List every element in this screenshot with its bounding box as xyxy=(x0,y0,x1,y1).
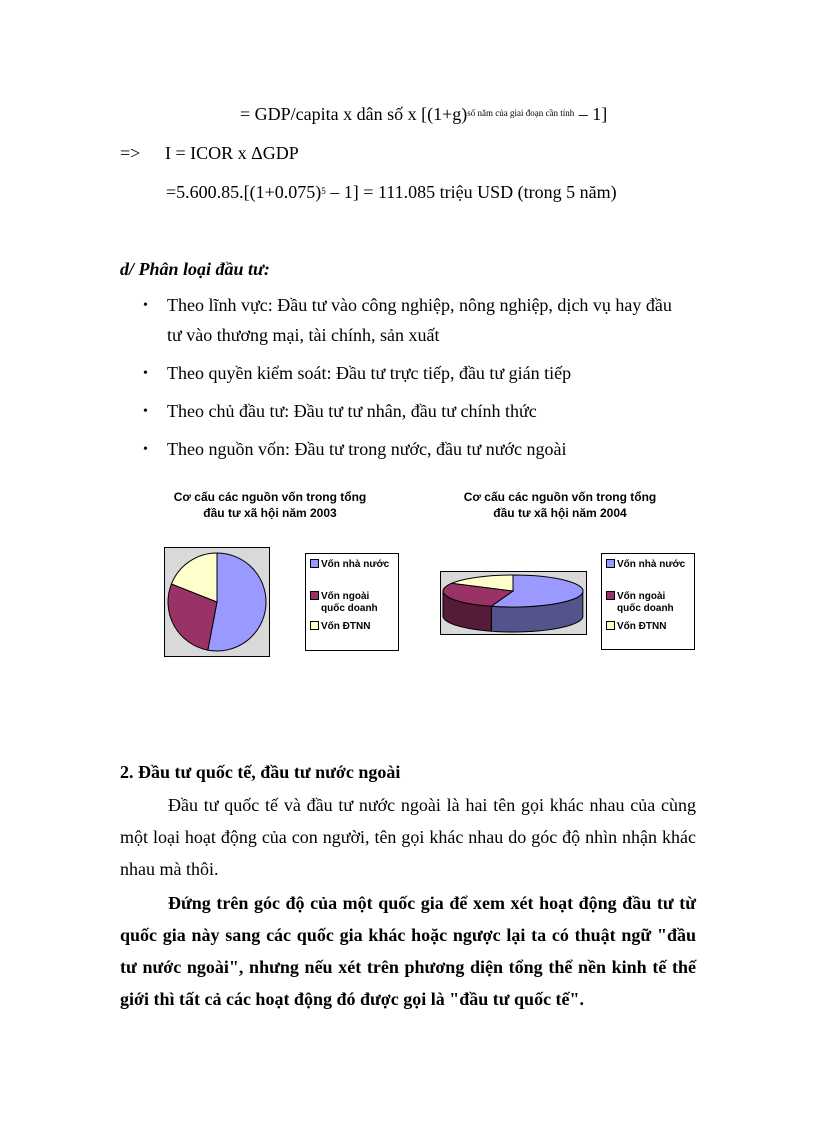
legend-swatch xyxy=(606,559,615,568)
chart-2004-title: Cơ cấu các nguồn vốn trong tổng đầu tư xã hội năm 2004 xyxy=(463,490,657,520)
bullet-item-2: Theo quyền kiểm soát: Đầu tư trực tiếp, đầu tư gián tiếp xyxy=(167,363,572,383)
bullet-icon: • xyxy=(143,442,148,457)
legend-swatch xyxy=(606,621,615,630)
formula-exponent: số năm của giai đoạn cần tính xyxy=(467,108,575,118)
legend-swatch xyxy=(310,591,319,600)
chart-2004-legend xyxy=(601,553,695,650)
bullet-icon: • xyxy=(143,366,148,381)
legend-swatch xyxy=(606,591,615,600)
chart-2003-plot-area xyxy=(164,547,270,657)
bullet-icon: • xyxy=(143,404,148,419)
chart-2004-plot-area xyxy=(440,571,587,635)
formula-line-2: I = ICOR x ΔGDP xyxy=(165,143,299,163)
chart-2004-pie-3d xyxy=(441,572,586,634)
formula-line-1: = GDP/capita x dân số x $[(1+g)^{số năm của giai đoạn cần tính} - 1]$ xyxy=(240,104,608,124)
bullet-icon: • xyxy=(143,298,148,313)
formula-line-3: $=5.600.85.[(1+0.075)^5 - 1] = 111.085$ triệu USD (trong 5 năm) xyxy=(166,182,617,202)
legend-swatch xyxy=(310,621,319,630)
bullet-item-1-line-2: tư vào thương mại, tài chính, sản xuất xyxy=(167,325,440,345)
legend-item-nha-nuoc: Vốn nhà nước xyxy=(606,559,685,571)
chart-2003-legend xyxy=(305,553,399,651)
section-2-paragraph-1: Đầu tư quốc tế và đầu tư nước ngoài là hai tên gọi khác nhau của cùng một loại hoạt động của con người, tên gọi khác nhau do góc độ nhìn nhận khác nhau mà thôi. xyxy=(120,795,696,879)
legend-item-dtnn: Vốn ĐTNN xyxy=(310,621,370,633)
formula-arrow: => xyxy=(120,143,141,163)
chart-2003-title: Cơ cấu các nguồn vốn trong tổng đầu tư xã hội năm 2003 xyxy=(173,490,367,520)
legend-item-ngoai-quoc-doanh: Vốn ngoài xyxy=(606,591,665,603)
section-2-heading: 2. Đầu tư quốc tế, đầu tư nước ngoài xyxy=(120,762,401,782)
legend-item-nha-nuoc: Vốn nhà nước xyxy=(310,559,389,571)
chart-2003-pie xyxy=(165,548,269,656)
bullet-item-4: Theo nguồn vốn: Đầu tư trong nước, đầu tư nước ngoài xyxy=(167,439,567,459)
legend-swatch xyxy=(310,559,319,568)
bullet-item-3: Theo chủ đầu tư: Đầu tư tư nhân, đầu tư chính thức xyxy=(167,401,537,421)
legend-item-ngoai-quoc-doanh: Vốn ngoài xyxy=(310,591,369,603)
legend-item-dtnn: Vốn ĐTNN xyxy=(606,621,666,633)
section-d-heading: d/ Phân loại đầu tư: xyxy=(120,259,270,279)
legend-item-ngoai-quoc-doanh-line2: quốc doanh xyxy=(617,603,674,614)
formula-exponent-5: 5 xyxy=(321,186,326,196)
legend-item-ngoai-quoc-doanh-line2: quốc doanh xyxy=(321,603,378,614)
section-2-paragraph-2: Đứng trên góc độ của một quốc gia để xem xét hoạt động đầu tư từ quốc gia này sang các quốc gia khác hoặc ngược lại ta có thuật ngữ "đầu tư nước ngoài", nhưng nếu xét trên phương diện tổng thể nền kinh tế thế giới thì tất cả các hoạt động đó được gọi là "đầu tư quốc tế". xyxy=(120,893,696,1009)
bullet-item-1-line-1: Theo lĩnh vực: Đầu tư vào công nghiệp, nông nghiệp, dịch vụ hay đầu xyxy=(167,295,672,315)
